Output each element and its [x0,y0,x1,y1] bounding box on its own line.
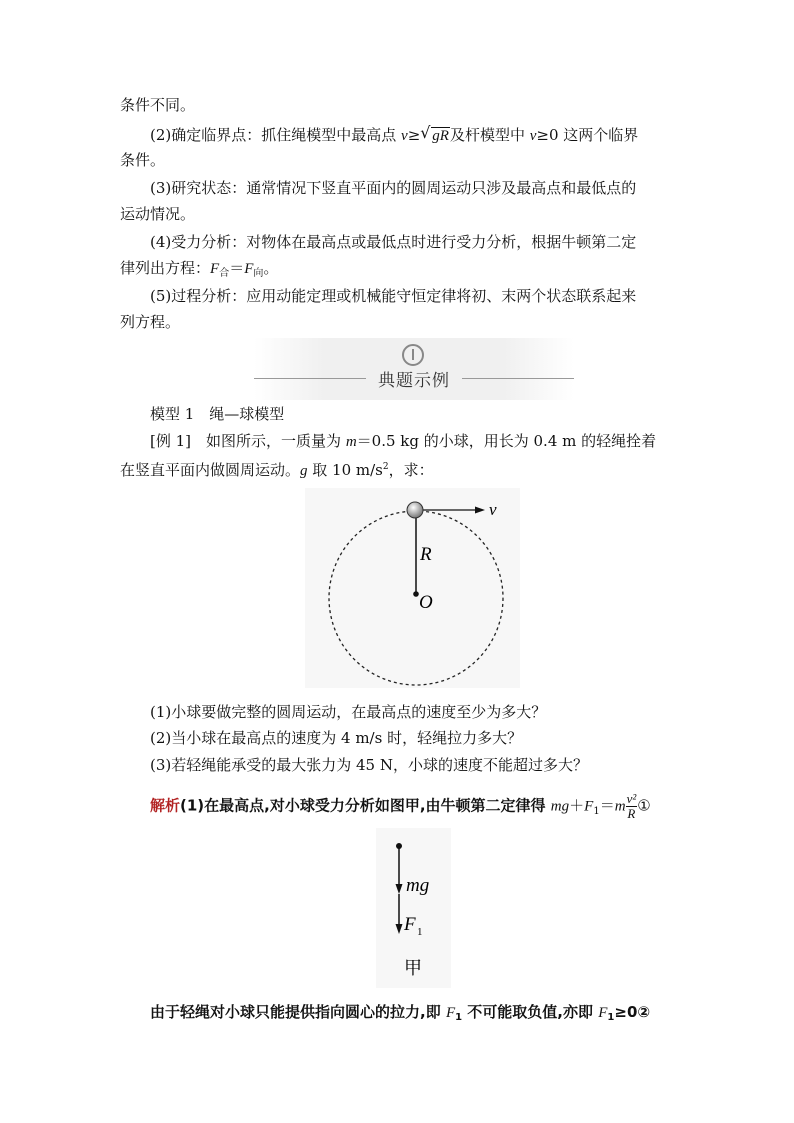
solution-label: 解析 [150,796,181,815]
text: ① [637,796,651,815]
text: ＋ [569,796,585,815]
example-line [150,431,656,452]
text: (1)在最高点,对小球受力分析如图甲,由牛顿第二定律得 [180,796,551,815]
var-F: F [210,261,220,277]
var-g: g [300,463,308,479]
example-tag: [例 1] [150,432,192,450]
section-banner [254,338,574,400]
v-label: v [489,500,497,519]
text-line: (5)过程分析：应用动能定理或机械能守恒定律将初、末两个状态联系起来 [150,287,637,305]
text: (2)确定临界点：抓住绳模型中最高点 [150,126,402,144]
var-m: m [345,434,357,450]
var-F: F [445,1005,456,1021]
F1-label: F [404,914,416,935]
text: 在竖直平面内做圆周运动。 [120,461,301,479]
subscript: 合 [219,268,230,279]
var-F: F [598,1005,608,1021]
radical-sign: √ [420,123,431,142]
subscript: 向 [253,268,264,279]
text: 律列出方程： [120,259,211,277]
var-v: v [529,128,537,144]
text-line: 条件不同。 [120,96,196,114]
question: (1)小球要做完整的圆周运动，在最高点的速度至少为多大？ [150,703,547,721]
text-line: (3)研究状态：通常情况下竖直平面内的圆周运动只涉及最高点和最低点的 [150,179,637,197]
text-line [150,125,638,146]
text: ≥0 这两个临界 [536,126,639,144]
text: 如图所示，一质量为 [191,432,346,450]
fraction [626,792,638,821]
text-line: (4)受力分析：对物体在最高点或最低点时进行受力分析，根据牛顿第二定 [150,233,637,251]
text-line: 列方程。 [120,313,181,331]
text: 取 10 m/s [307,461,383,479]
force-diagram [376,828,451,988]
text: ，求： [388,461,434,479]
text: ＝ [229,259,245,277]
ball [407,502,423,518]
solution-line [150,792,651,821]
text: ＝0.5 kg 的小球，用长为 0.4 m 的轻绳拴着 [356,432,657,450]
text: 及杆模型中 [449,126,530,144]
text: 由于轻绳对小球只能提供指向圆心的拉力,即 [150,1003,446,1021]
subscript: 1 [607,1012,615,1023]
solution-line [150,1002,650,1025]
center-point [413,591,419,597]
radicand: gR [432,128,449,144]
denominator: R [627,806,636,821]
var-m: m [614,798,626,815]
text: ≥ [407,126,421,144]
var-v: v [401,128,408,144]
model-heading: 模型 1 绳—球模型 [150,405,285,423]
numerator: v² [626,791,637,806]
text-line: 条件。 [120,151,166,169]
question: (3)若轻绳能承受的最大张力为 45 N，小球的速度不能超过多大？ [150,756,588,774]
sqrt-gR [420,125,450,146]
figure-caption: 甲 [404,958,422,979]
circle-diagram [305,488,520,688]
var-F: F [244,261,254,277]
O-label: O [419,592,433,613]
R-label: R [420,544,432,565]
text-line: 运动情况。 [120,205,196,223]
banner-title: 典题示例 [378,371,450,391]
mg-label: mg [406,875,430,896]
example-line [120,457,434,481]
F1-subscript: 1 [417,926,423,938]
var-F: F [584,798,594,815]
lightbulb-icon [402,344,424,366]
text: 。 [263,259,279,277]
superscript: 2 [382,462,389,472]
question: (2)当小球在最高点的速度为 4 m/s 时，轻绳拉力多大？ [150,729,523,747]
text-line [120,258,278,281]
text: ≥0② [614,1003,651,1021]
var-mg: mg [550,798,570,815]
subscript: 1 [455,1012,463,1023]
text: ＝ [599,796,615,815]
subscript: 1 [593,805,600,817]
text: 不可能取负值,亦即 [462,1003,599,1021]
